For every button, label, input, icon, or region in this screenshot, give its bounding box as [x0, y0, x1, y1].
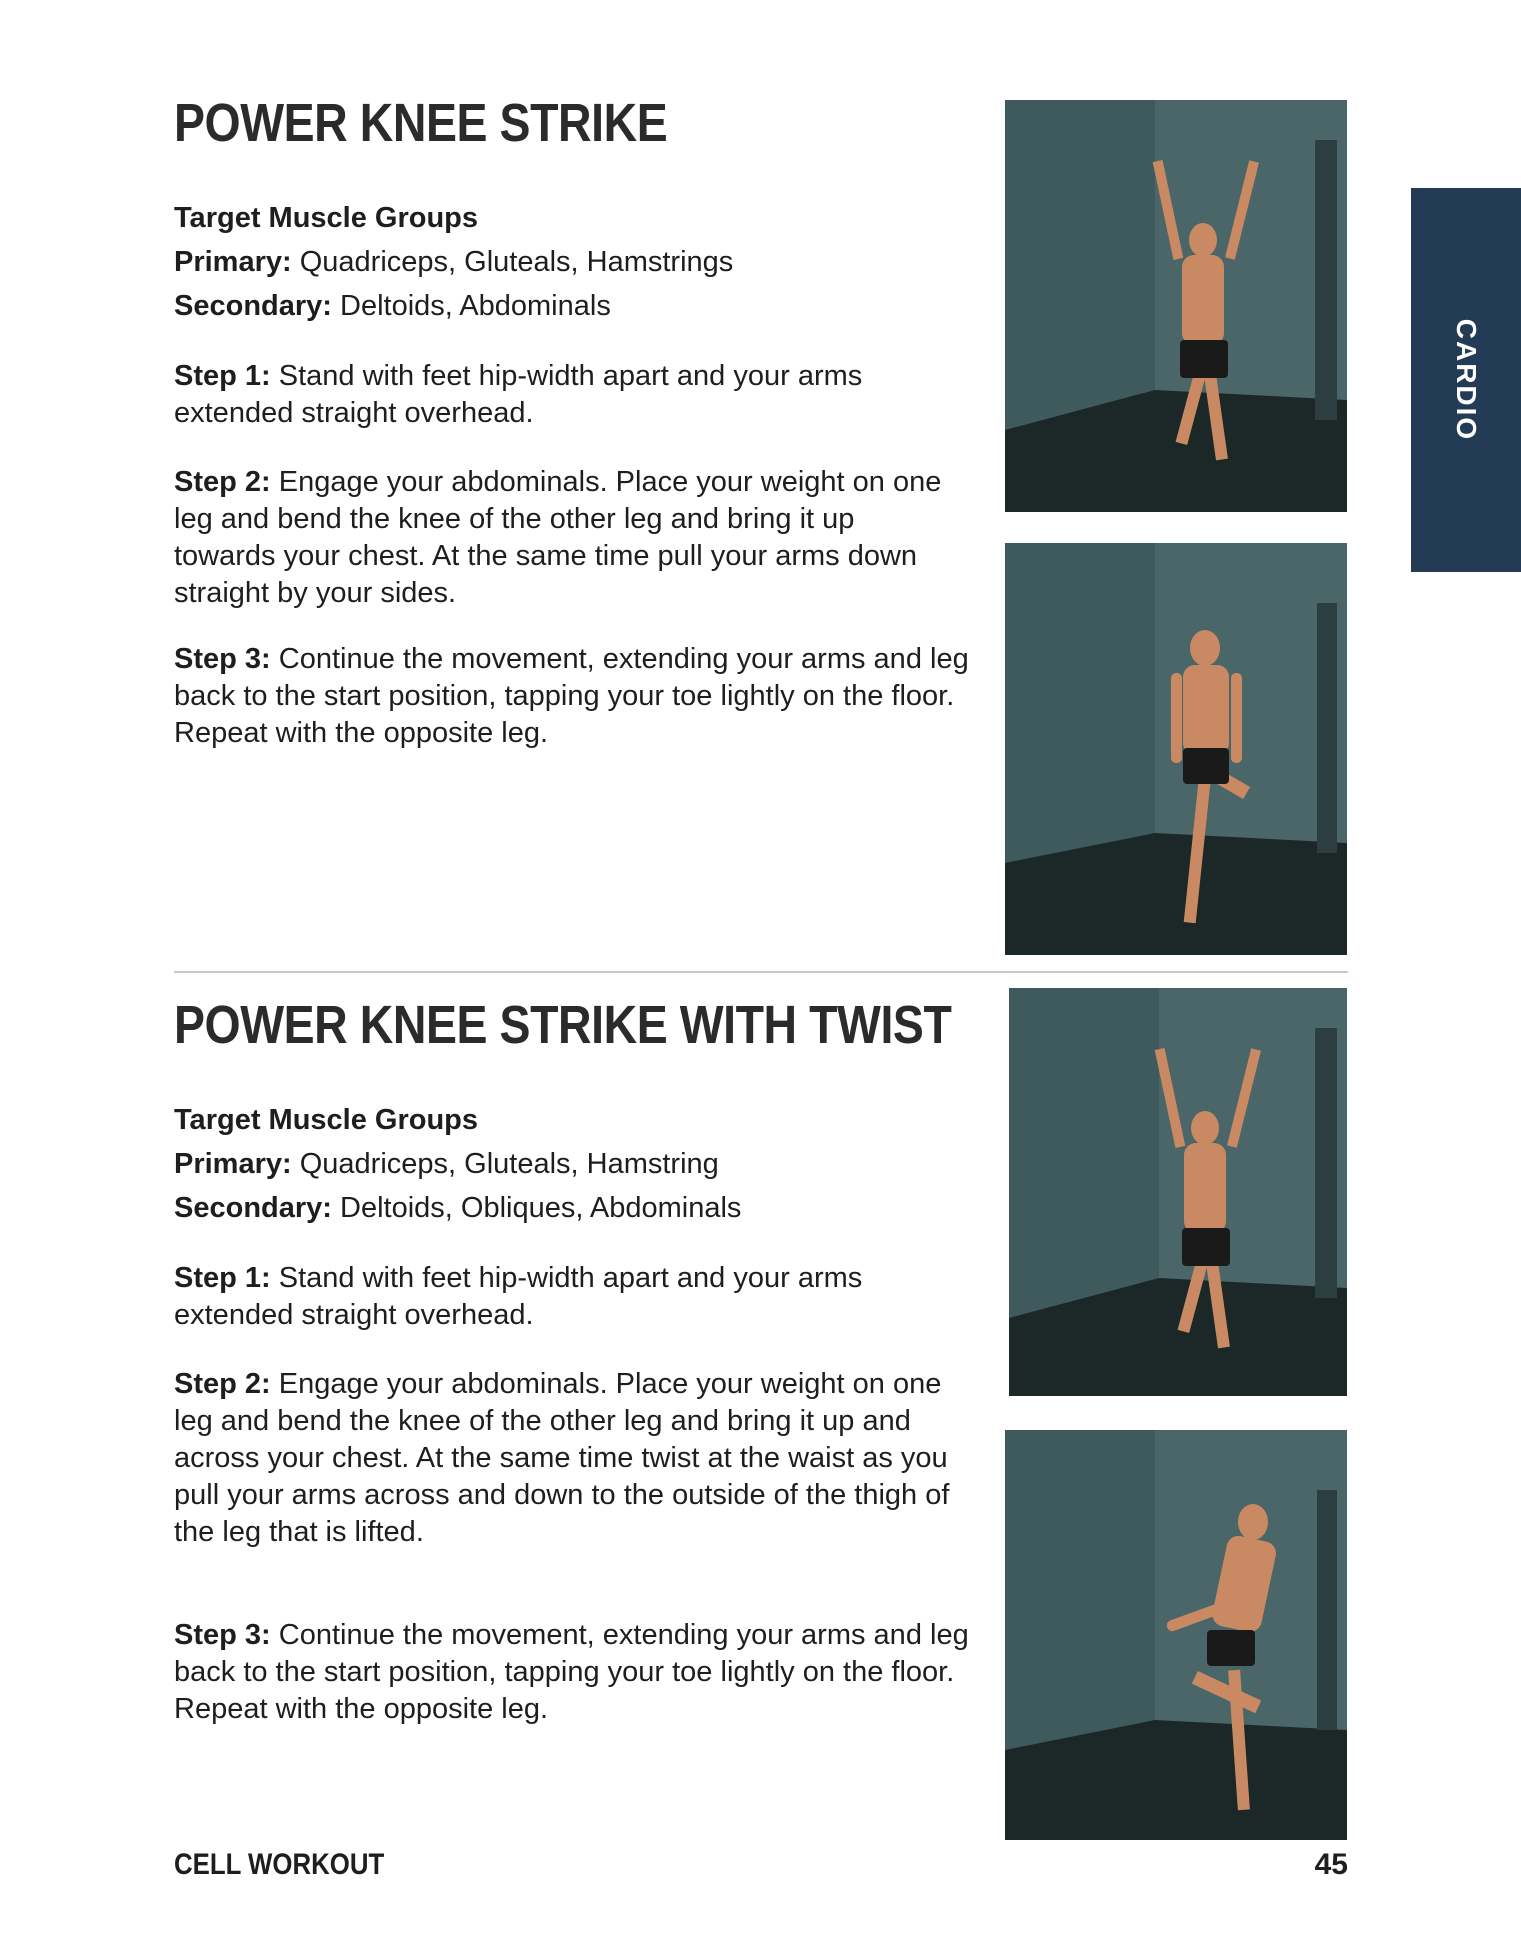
- secondary-muscles: [174, 284, 974, 328]
- section-tab-label: CARDIO: [1451, 318, 1482, 442]
- exercise-title: POWER KNEE STRIKE: [174, 93, 668, 153]
- step-label: Step 3:: [174, 1619, 271, 1651]
- primary-value: Quadriceps, Gluteals, Hamstring: [291, 1148, 719, 1180]
- step-2: [174, 464, 954, 612]
- step-label: Step 1:: [174, 360, 271, 392]
- step-text: Stand with feet hip-width apart and your arms extended straight overhead.: [174, 360, 863, 429]
- target-muscle-groups: [174, 196, 974, 328]
- section-tab: [1411, 188, 1521, 572]
- primary-label: Primary:: [174, 246, 292, 278]
- target-heading: Target Muscle Groups: [174, 202, 479, 234]
- book-title: CELL WORKOUT: [174, 1848, 385, 1881]
- step-text: Engage your abdominals. Place your weight on one leg and bend the knee of the other leg and bring it up and across your chest. At the same time twist at the waist as you pull your arms across and down to the outside of the thigh of the leg that is lifted.: [174, 1368, 950, 1548]
- exercise-photo-knee-up: [1005, 543, 1347, 955]
- step-label: Step 3:: [174, 643, 271, 675]
- section-divider: [174, 971, 1348, 973]
- secondary-value: Deltoids, Obliques, Abdominals: [331, 1192, 742, 1224]
- exercise-photo-start: [1009, 988, 1347, 1396]
- exercise-title: POWER KNEE STRIKE WITH TWIST: [174, 995, 952, 1055]
- step-1: [174, 1260, 974, 1334]
- step-text: Engage your abdominals. Place your weight on one leg and bend the knee of the other leg and bring it up towards your chest. At the same time pull your arms down straight by your sides.: [174, 466, 942, 609]
- step-text: Continue the movement, extending your arms and leg back to the start position, tapping your toe lightly on the floor. Repeat with the opposite leg.: [174, 1619, 969, 1725]
- step-2: [174, 1366, 954, 1551]
- step-text: Continue the movement, extending your arms and leg back to the start position, tapping your toe lightly on the floor. Repeat with the opposite leg.: [174, 643, 969, 749]
- primary-muscles: [174, 1142, 974, 1186]
- page-number: 45: [1314, 1848, 1348, 1881]
- step-text: Stand with feet hip-width apart and your arms extended straight overhead.: [174, 1262, 863, 1331]
- target-heading: Target Muscle Groups: [174, 1104, 479, 1136]
- step-label: Step 2:: [174, 1368, 271, 1400]
- primary-label: Primary:: [174, 1148, 292, 1180]
- secondary-label: Secondary:: [174, 290, 332, 322]
- secondary-value: Deltoids, Abdominals: [331, 290, 611, 322]
- exercise-photo-start: [1005, 100, 1347, 512]
- step-label: Step 1:: [174, 1262, 271, 1294]
- step-1: [174, 358, 974, 432]
- step-label: Step 2:: [174, 466, 271, 498]
- step-3: [174, 641, 974, 752]
- target-muscle-groups: [174, 1098, 974, 1230]
- exercise-photo-twist: [1005, 1430, 1347, 1840]
- step-3: [174, 1617, 974, 1728]
- secondary-label: Secondary:: [174, 1192, 332, 1224]
- primary-value: Quadriceps, Gluteals, Hamstrings: [291, 246, 734, 278]
- primary-muscles: [174, 240, 974, 284]
- secondary-muscles: [174, 1186, 974, 1230]
